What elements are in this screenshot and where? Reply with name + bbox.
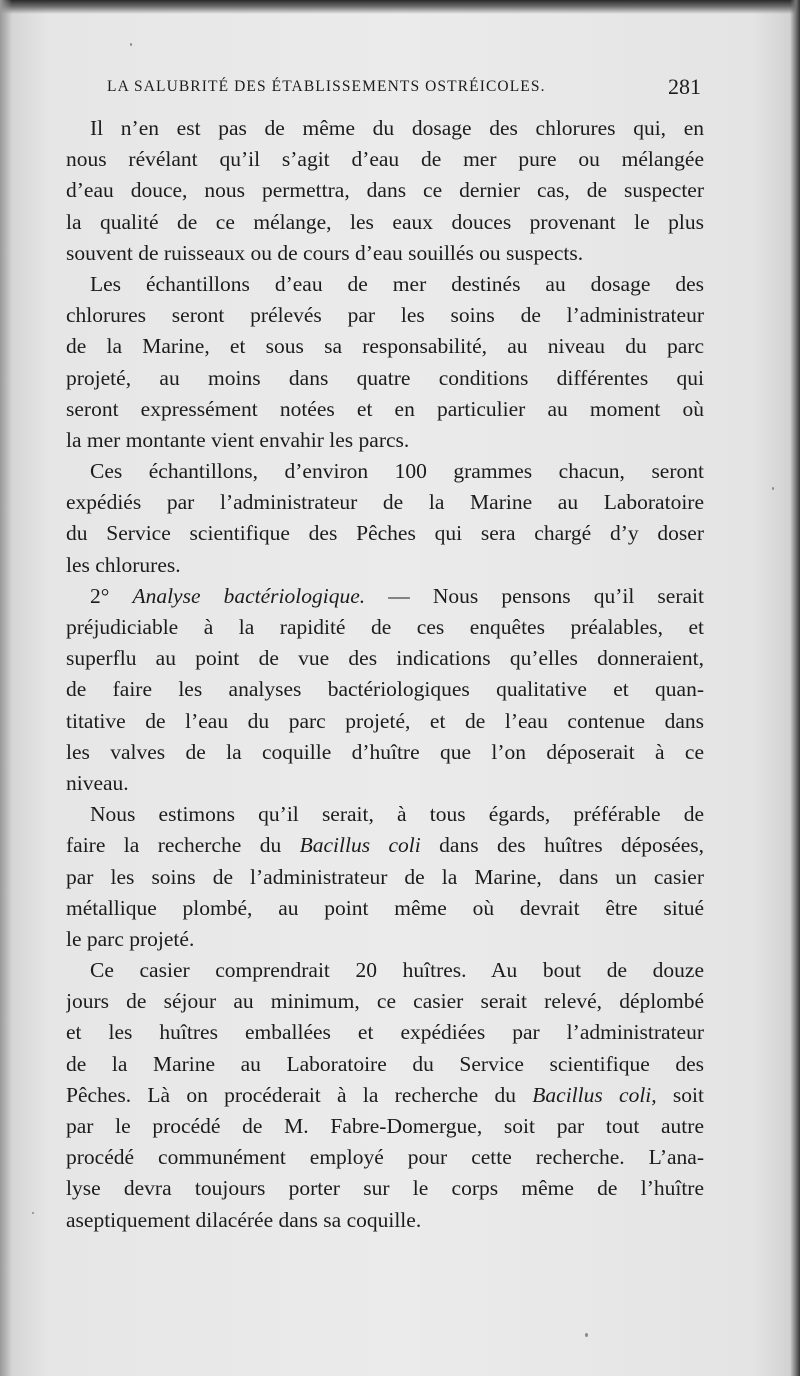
text-fragment: — Nous pensons qu’il serait	[365, 583, 704, 608]
text-line: nous révélant qu’il s’agit d’eau de mer pure ou mélangée	[66, 147, 704, 172]
section-number: 2°	[90, 583, 133, 608]
text-line: par les soins de l’administrateur de la Marine, dans un casier	[66, 864, 704, 889]
text-line: projeté, au moins dans quatre conditions différentes qui	[66, 365, 704, 390]
text-fragment: dans des huîtres déposées,	[420, 833, 704, 858]
text-line-with-italic	[66, 1080, 704, 1111]
text-line: le parc projeté.	[66, 926, 195, 951]
text-line: du Service scientifique des Pêches qui sera chargé d’y doser	[66, 521, 704, 546]
scan-speck	[585, 1333, 588, 1337]
text-line: procédé communément employé pour cette recherche. L’ana-	[66, 1145, 704, 1170]
text-line: la mer montante vient envahir les parcs.	[66, 427, 410, 452]
text-line: Il n’en est pas de même du dosage des chlorures qui, en	[90, 116, 704, 140]
text-line: Ce casier comprendrait 20 huîtres. Au bout de douze	[90, 958, 704, 983]
text-line: expédiés par l’administrateur de la Marine au Laboratoire	[66, 490, 704, 515]
text-line: d’eau douce, nous permettra, dans ce dernier cas, de suspecter	[66, 178, 704, 203]
text-line: de la Marine, et sous sa responsabilité, au niveau du parc	[66, 334, 704, 359]
scan-speck	[772, 487, 774, 490]
section-heading-line	[66, 581, 704, 612]
text-line: de faire les analyses bactériologiques qualitative et quan-	[66, 677, 704, 702]
text-fragment: soit	[656, 1082, 704, 1107]
text-line: Nous estimons qu’il serait, à tous égards, préférable de	[90, 802, 704, 827]
text-line: jours de séjour au minimum, ce casier serait relevé, déplombé	[66, 989, 704, 1014]
text-line: et les huîtres emballées et expédiées par l’administrateur	[66, 1020, 704, 1045]
scan-right-edge	[790, 0, 800, 1376]
text-line: Ces échantillons, d’environ 100 grammes chacun, seront	[90, 459, 704, 484]
text-line: Les échantillons d’eau de mer destinés au dosage des	[90, 271, 704, 296]
text-line: seront expressément notées et en particulier au moment où	[66, 396, 704, 421]
text-line: la qualité de ce mélange, les eaux douces provenant le plus	[66, 209, 704, 234]
text-line: superflu au point de vue des indications qu’elles donneraient,	[66, 646, 704, 671]
text-line: par le procédé de M. Fabre-Domergue, soit par tout autre	[66, 1114, 704, 1138]
text-line: niveau.	[66, 770, 129, 795]
text-line: métallique plombé, au point même où devrait être situé	[66, 895, 704, 920]
text-line: souvent de ruisseaux ou de cours d’eau souillés ou suspects.	[66, 240, 584, 265]
scan-speck	[130, 43, 132, 46]
body-text	[66, 113, 704, 1236]
species-name: Bacillus coli	[299, 833, 421, 858]
text-line: de la Marine au Laboratoire du Service scientifique des	[66, 1051, 704, 1076]
text-fragment: faire la recherche du	[66, 833, 300, 858]
scan-left-edge	[0, 0, 12, 1376]
text-line: les chlorures.	[66, 552, 181, 577]
page-header	[107, 74, 701, 104]
text-line: aseptiquement dilacérée dans sa coquille.	[66, 1207, 422, 1232]
running-head: LA SALUBRITÉ DES ÉTABLISSEMENTS OSTRÉICOLES.	[107, 78, 546, 95]
text-line: titative de l’eau du parc projeté, et de l’eau contenue dans	[66, 708, 704, 733]
scan-top-edge	[0, 0, 800, 14]
section-title: Analyse bactériologique.	[132, 583, 366, 608]
species-name: Bacillus coli,	[532, 1082, 657, 1107]
text-line: lyse devra toujours porter sur le corps même de l’huître	[66, 1176, 704, 1201]
text-line: préjudiciable à la rapidité de ces enquêtes préalables, et	[66, 615, 704, 639]
page-number: 281	[668, 74, 701, 99]
text-line-with-italic	[66, 830, 704, 861]
text-line: chlorures seront prélevés par les soins de l’administrateur	[66, 303, 704, 328]
text-fragment: Pêches. Là on procéderait à la recherche du	[66, 1082, 533, 1107]
text-line: les valves de la coquille d’huître que l’on déposerait à ce	[66, 739, 704, 764]
scan-speck	[32, 1212, 34, 1214]
